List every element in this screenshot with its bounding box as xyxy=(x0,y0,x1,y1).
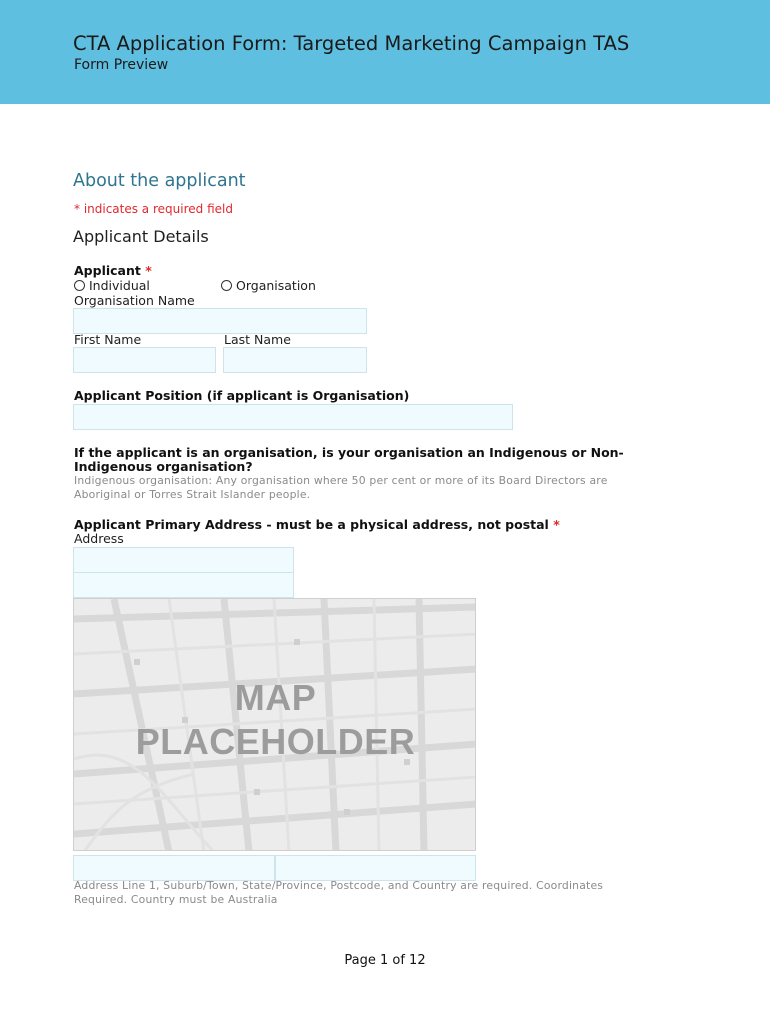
address-label xyxy=(74,517,560,532)
first-name-label: First Name xyxy=(74,332,142,347)
radio-individual[interactable] xyxy=(74,278,150,293)
address-sub-label: Address xyxy=(74,531,124,546)
form-title: CTA Application Form: Targeted Marketing Campaign TAS xyxy=(73,32,630,55)
first-name-input[interactable] xyxy=(73,347,216,373)
position-label: Applicant Position (if applicant is Organisation) xyxy=(74,388,410,403)
indigenous-question-line2: Indigenous organisation? xyxy=(74,459,253,474)
group-title: Applicant Details xyxy=(73,227,209,246)
address-label-text: Applicant Primary Address - must be a physical address, not postal xyxy=(74,517,549,532)
organisation-name-input[interactable] xyxy=(73,308,367,334)
radio-circle-icon[interactable] xyxy=(221,280,232,291)
map-placeholder-text-line2: PLACEHOLDER xyxy=(135,721,416,762)
radio-individual-label: Individual xyxy=(89,278,150,293)
longitude-input[interactable] xyxy=(275,855,476,881)
address-line-2-input[interactable] xyxy=(73,572,294,598)
radio-organisation[interactable] xyxy=(221,278,316,293)
address-hint-line2: Required. Country must be Australia xyxy=(74,893,278,906)
address-hint-line1: Address Line 1, Suburb/Town, State/Province, Postcode, and Country are required. Coordinates xyxy=(74,879,604,892)
position-input[interactable] xyxy=(73,404,513,430)
last-name-input[interactable] xyxy=(223,347,367,373)
indigenous-hint-line2: Aboriginal or Torres Strait Islander people. xyxy=(74,488,311,501)
map-placeholder[interactable] xyxy=(73,598,476,851)
map-placeholder-text-line1: MAP xyxy=(234,677,317,718)
last-name-label: Last Name xyxy=(224,332,291,347)
section-title: About the applicant xyxy=(73,171,246,191)
form-subtitle: Form Preview xyxy=(74,57,169,73)
organisation-name-label: Organisation Name xyxy=(74,293,195,308)
radio-circle-icon[interactable] xyxy=(74,280,85,291)
required-note: * indicates a required field xyxy=(74,202,233,216)
applicant-label-text: Applicant xyxy=(74,263,141,278)
radio-organisation-label: Organisation xyxy=(236,278,316,293)
form-header xyxy=(0,0,770,104)
indigenous-hint-line1: Indigenous organisation: Any organisation where 50 per cent or more of its Board Directors are xyxy=(74,474,608,487)
required-marker: * xyxy=(145,263,152,278)
indigenous-question-line1: If the applicant is an organisation, is your organisation an Indigenous or Non- xyxy=(74,445,624,460)
page-number: Page 1 of 12 xyxy=(344,953,426,968)
address-line-1-input[interactable] xyxy=(73,547,294,573)
applicant-label xyxy=(74,263,152,278)
latitude-input[interactable] xyxy=(73,855,275,881)
required-marker: * xyxy=(553,517,560,532)
